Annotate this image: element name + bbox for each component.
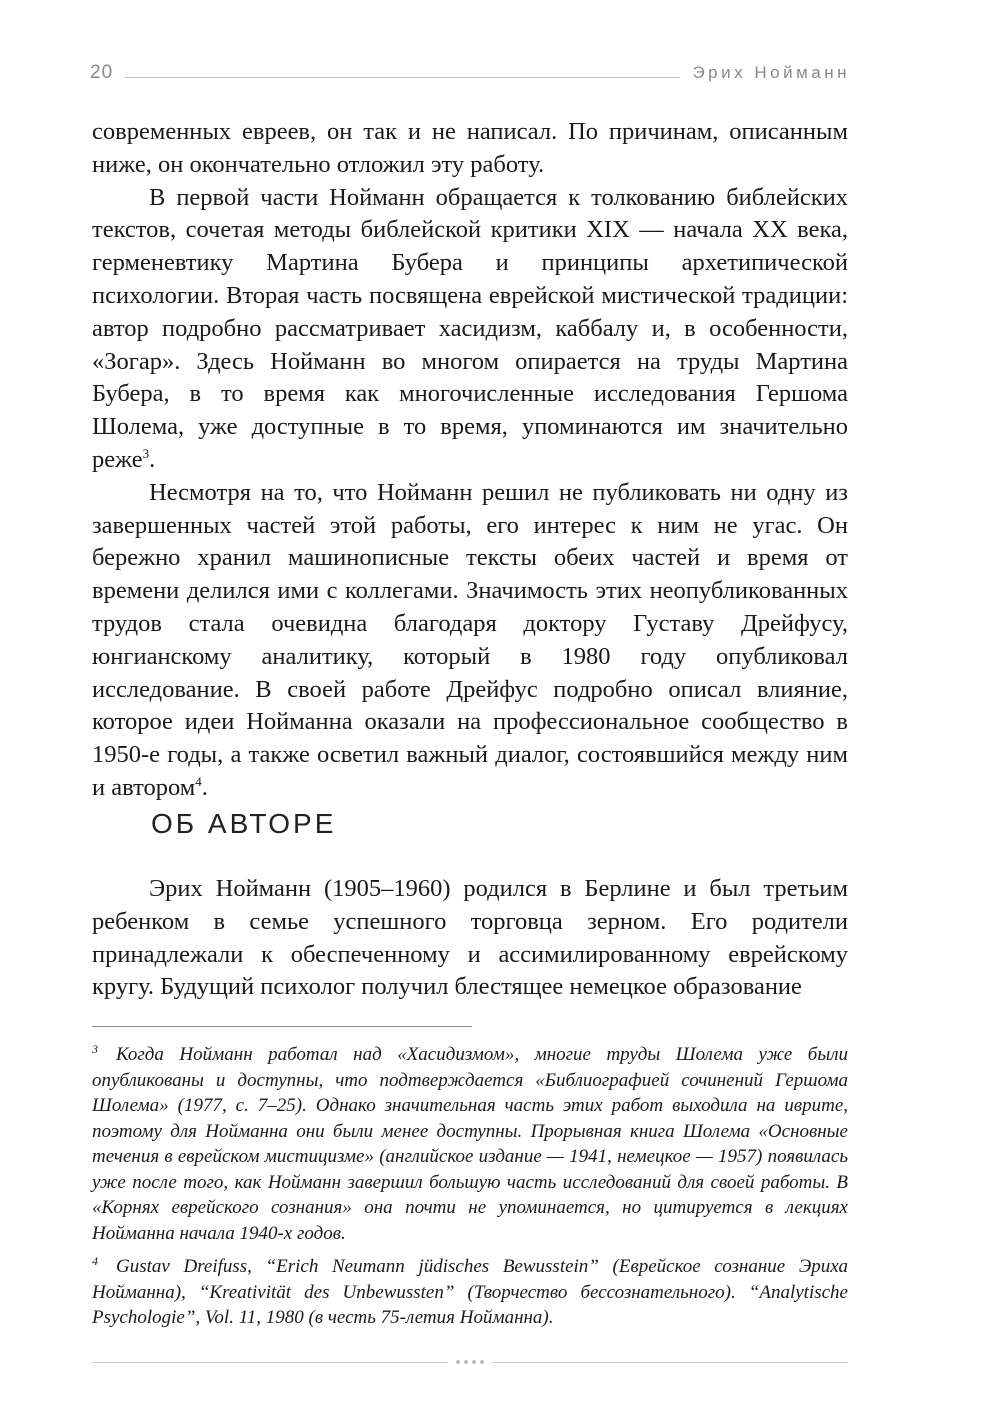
paragraph-continued [92,116,848,182]
footnote-text: Gustav Dreifuss, “Erich Neumann jüdisches Bewusstein” (Еврейское сознание Эриха Нойманна), “Kreativität des Unbewussten” (Творчество бессознательного). “Analytische Psychologie”, Vol. 11, 1980 (в честь 75-летия Нойманна). [92,1256,848,1328]
paragraph-end: . [149,445,156,473]
ornament-line-right [492,1362,848,1363]
footnote [92,1254,848,1331]
ornament-dot [456,1360,460,1364]
bottom-ornament [92,1356,848,1368]
ornament-dot [464,1360,468,1364]
section-text [92,873,848,1004]
paragraph-text: Несмотря на то, что Нойманн решил не публиковать ни одну из завершенных частей этой работы, его интерес к ним не угас. Он бережно хранил машинописные тексты обеих частей и время от времени делился ими с коллегами. Значимость этих неопубликованных трудов стала очевидна благодаря доктору Густаву Дрейфусу, юнгианскому аналитику, который в 1980 году опубликовал исследование. В своей работе Дрейфус подробно описал влияние, которое идеи Нойманна оказали на профессиональное сообщество в 1950-е годы, а также осветил важный диалог, состоявшийся между ним и автором [92,478,848,801]
ornament-dot [480,1360,484,1364]
paragraph-end: . [201,773,208,801]
footnote-mark: 4 [92,1253,98,1268]
footnote-ref[interactable]: 4 [195,773,202,789]
footnote-ref[interactable]: 3 [142,445,150,461]
page-number: 20 [90,62,114,83]
footnotes [92,1042,848,1339]
footnote-mark: 3 [92,1041,98,1056]
paragraph: Эрих Нойманн (1905–1960) родился в Берлине и был третьим ребенком в семье успешного торговца зерном. Его родители принадлежали к обеспеченному и ассимилированному еврейскому кругу. Будущий психолог получил блестящее немецкое образование [92,875,848,1001]
ornament-dot [472,1360,476,1364]
footnote [92,1042,848,1246]
footnote-divider [92,1026,472,1027]
running-title: Эрих Нойманн [692,63,850,82]
footnote-text: Когда Нойманн работал над «Хасидизмом», многие труды Шолема уже были опубликованы и доступны, что подтверждается «Библиографией сочинений Гершома Шолема» (1977, с. 7–25). Однако значительная часть этих работ выходила на иврите, поэтому для Нойманна они были менее доступны. Прорывная книга Шолема «Основные течения в еврейском мистицизме» (английское издание — 1941, немецкое — 1957) появилась уже после того, как Нойманн завершил большую часть исследований для своей работы. В «Корнях еврейского сознания» она почти не упоминается, но цитируется в лекциях Нойманна начала 1940-х годов. [92,1044,848,1244]
ornament-line-left [92,1362,448,1363]
page-header [90,58,850,88]
paragraph [92,182,848,477]
paragraph [92,477,848,805]
ornament-dots [456,1360,484,1364]
main-text [92,116,848,805]
paragraph-text: В первой части Нойманн обращается к толкованию библейских текстов, сочетая методы библейской критики XIX — начала XX века, герменевтику Мартина Бубера и принципы архетипической психологии. Вторая часть посвящена еврейской мистической традиции: автор подробно рассматривает хасидизм, каббалу и, в особенности, «Зогар». Здесь Нойманн во многом опирается на труды Мартина Бубера, в то время как многочисленные исследования Гершома Шолема, уже доступные в то время, упоминаются им значительно реже [92,183,848,473]
paragraph-text: современных евреев, он так и не написал. По причинам, описанным ниже, он окончательно отложил эту работу. [92,118,848,178]
header-rule [125,77,680,78]
section-heading: ОБ АВТОРЕ [151,808,337,839]
